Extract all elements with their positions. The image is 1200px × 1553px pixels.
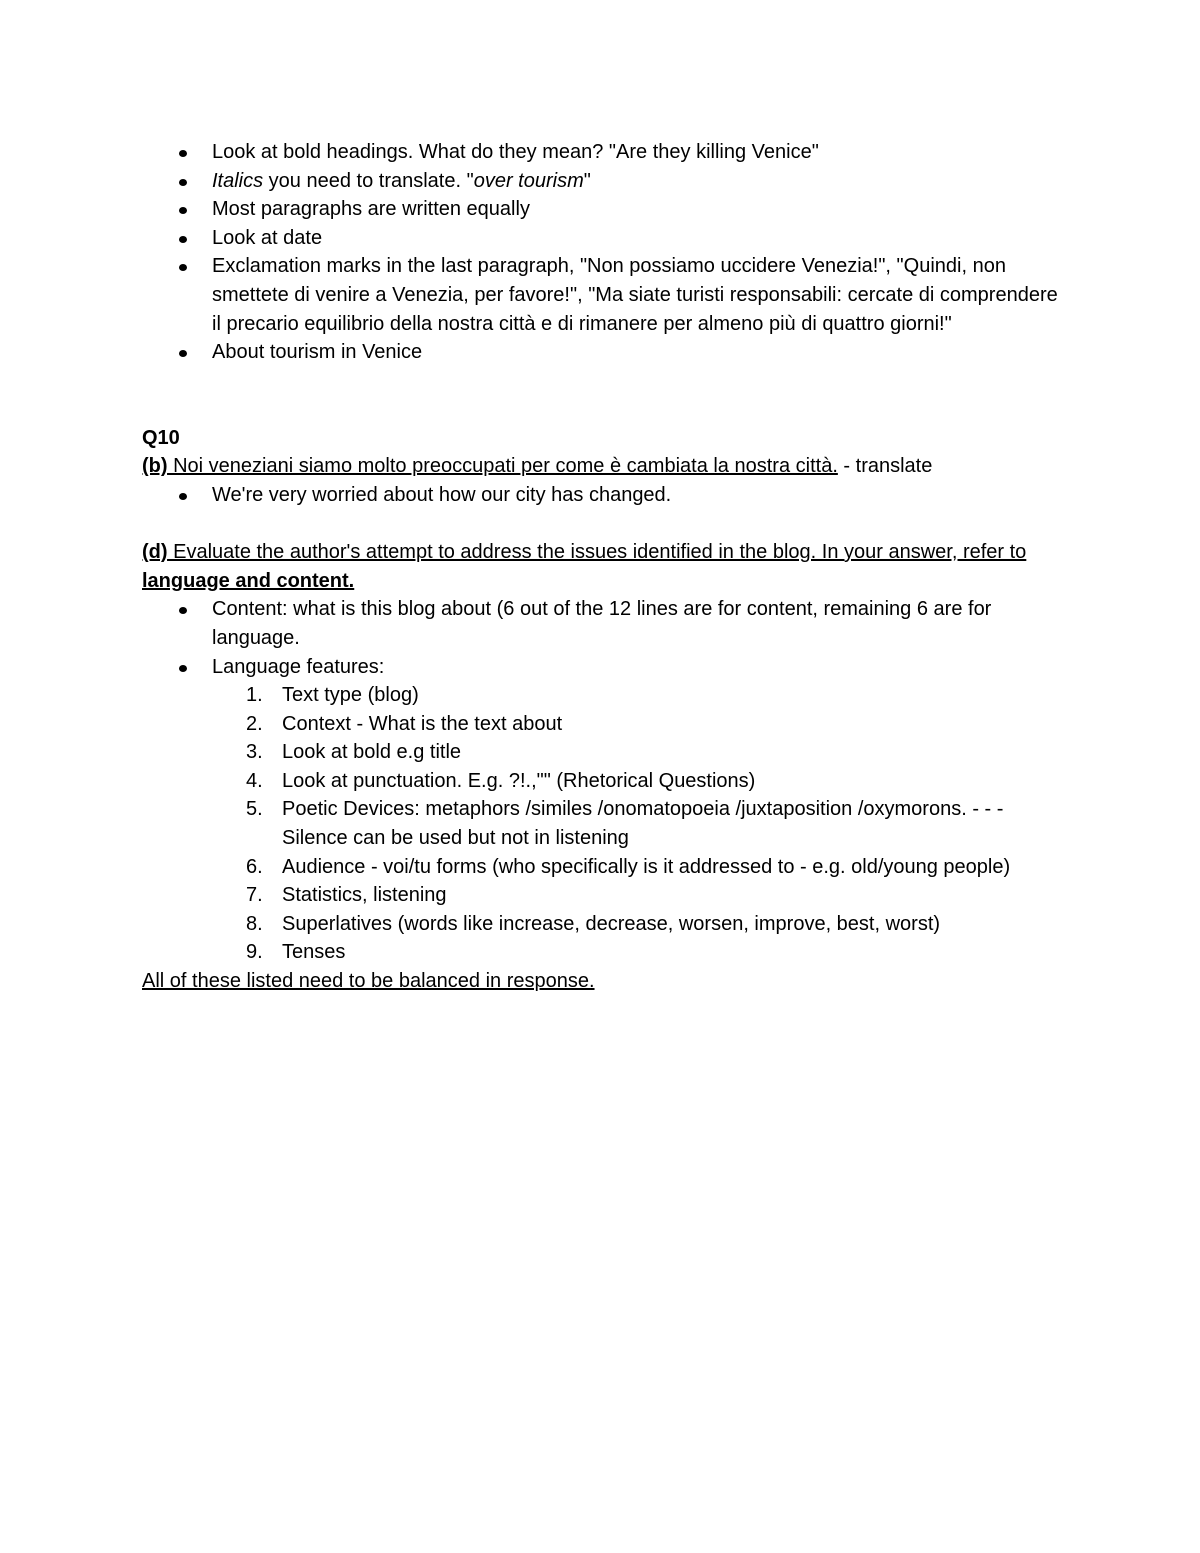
numbered-item: 1. Text type (blog) [246,684,419,707]
list-item: Most paragraphs are written equally [142,195,1062,224]
spacer [142,367,1062,424]
italics-word: Italics [212,169,264,192]
numbered-item: 2. Context - What is the text about [246,712,563,735]
closing-note: All of these listed need to be balanced in response. [142,970,595,993]
list-item: About tourism in Venice [142,338,1062,367]
list-item: Italics you need to translate. "over tourism" [142,167,1062,196]
italic-phrase: over tourism [473,169,584,192]
numbered-item: 5. Poetic Devices: metaphors /similes /onomatopoeia /juxtaposition /oxymorons. - - - Silence can be used but not in listening [246,798,1004,850]
list-item: Exclamation marks in the last paragraph, "Non possiamo uccidere Venezia!", "Quindi, non smettete di venire a Venezia, per favore!", "Ma siate turisti responsabili: cercate di comprendere il precario equilibrio della nostra città e di rimanere per almeno più di quattro giorni!" [142,252,1062,338]
numbered-item: 4. Look at punctuation. E.g. ?!.,"" (Rhetorical Questions) [246,769,756,792]
language-features-list [142,681,1062,967]
numbered-item: 9. Tenses [246,941,346,964]
top-bullet-list [142,138,1062,367]
question-d-bullet-list [142,595,1062,967]
question-d-prompt: (d) Evaluate the author's attempt to address the issues identified in the blog. In your answer, refer to language and content. [142,541,1027,592]
numbered-item: 7. Statistics, listening [246,884,447,907]
numbered-item: 6. Audience - voi/tu forms (who specifically is it addressed to - e.g. old/young people) [246,855,1011,878]
list-item: Language features: 1. Text type (blog) 2. Context - What is the text about 3. Look at bold e.g title 4. Look at punctuation. E.g. ?!.,"" (Rhetorical Questions) 5. Poetic Devices: metaphors /similes /onomatopoeia /juxtaposition /oxymorons. - - - Silence can be used but not in listening 6. Audience - voi/tu forms (who specifically is it addressed to - e.g. old/young people) 7. Statistics, listening 8. Superlatives (words like increase, decrease, worsen, improve, best, worst) 9. Tenses [142,653,1062,968]
list-item: Look at bold headings. What do they mean? "Are they killing Venice" [142,138,1062,167]
numbered-item: 8. Superlatives (words like increase, decrease, worsen, improve, best, worst) [246,912,941,935]
question-heading: Q10 [142,426,180,449]
list-item: Content: what is this blog about (6 out of the 12 lines are for content, remaining 6 are for language. [142,595,1062,652]
question-b-prompt: (b) Noi veneziani siamo molto preoccupati per come è cambiata la nostra città. - translate [142,455,933,478]
spacer [142,510,1062,539]
question-d-label: (d) [142,541,168,564]
question-b-answer-list [142,481,1062,510]
numbered-item: 3. Look at bold e.g title [246,741,462,764]
question-b-label: (b) [142,455,168,478]
list-item: Look at date [142,224,1062,253]
list-item: We're very worried about how our city has changed. [142,481,1062,510]
document-page [142,138,1062,996]
